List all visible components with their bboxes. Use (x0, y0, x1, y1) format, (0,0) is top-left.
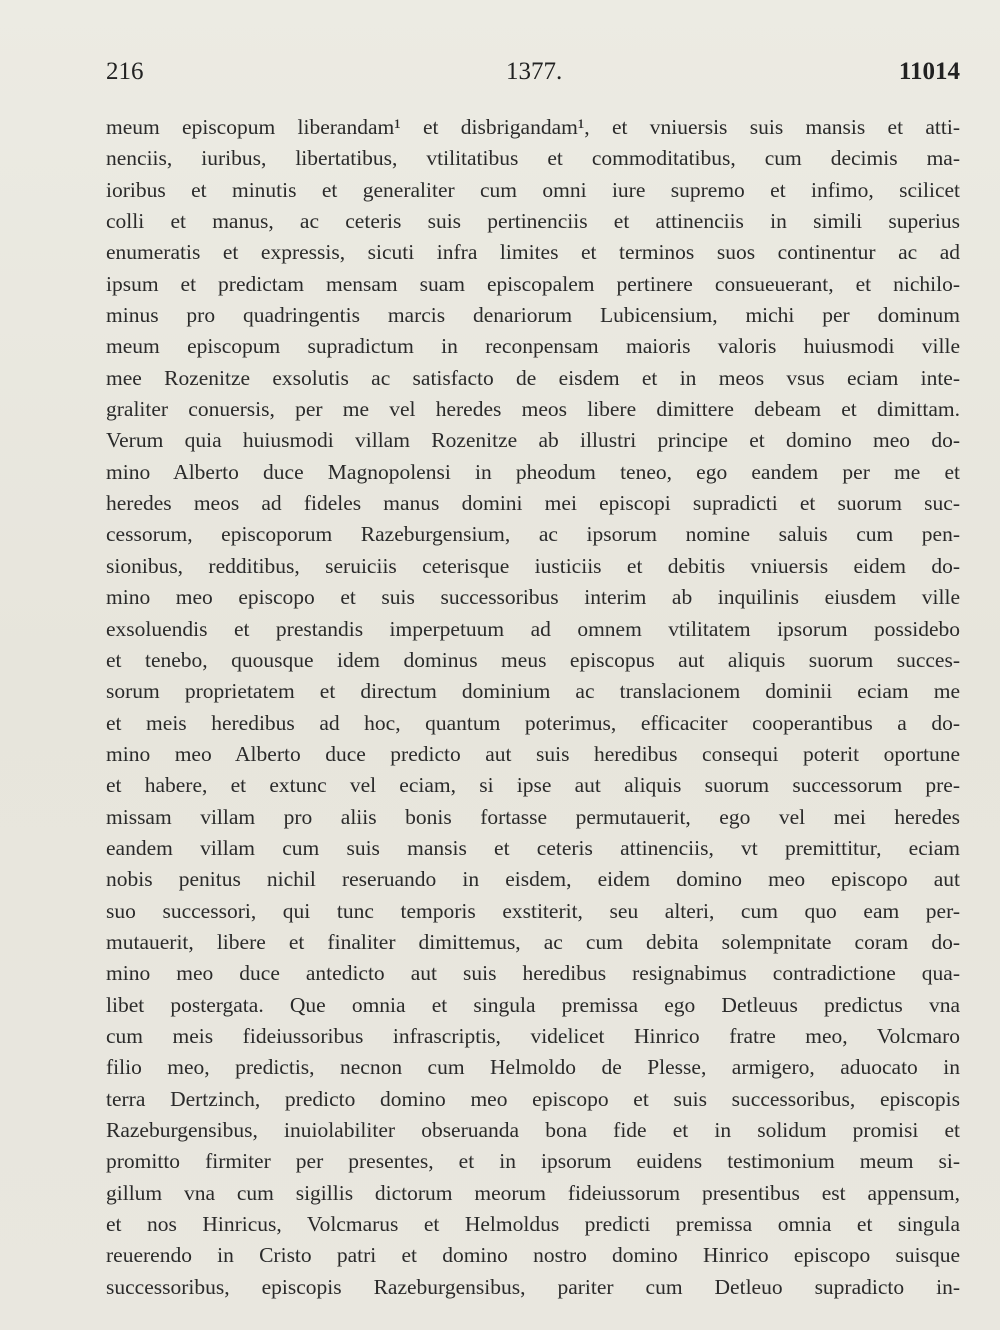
page-number: 216 (106, 58, 144, 85)
text-line: heredes meos ad fideles manus domini mei episcopi supradicti et suorum suc- (106, 491, 960, 516)
text-line: exsoluendis et prestandis imperpetuum ad omnem vtilitatem ipsorum possidebo (106, 616, 960, 641)
body-text (106, 112, 960, 1303)
document-number: 11014 (898, 58, 960, 85)
text-line: minus pro quadringentis marcis denariorum Lubicensium, michi per dominum (106, 303, 960, 328)
text-line: promitto firmiter per presentes, et in ipsorum euidens testimonium meum si- (106, 1149, 960, 1174)
text-line: graliter conuersis, per me vel heredes meos libere dimittere debeam et dimittam. (106, 397, 960, 422)
text-line: et nos Hinricus, Volcmarus et Helmoldus predicti premissa omnia et singula (106, 1212, 960, 1237)
text-line: meum episcopum supradictum in reconpensam maioris valoris huiusmodi ville (106, 334, 960, 359)
text-line: missam villam pro aliis bonis fortasse permutauerit, ego vel mei heredes (106, 804, 960, 829)
text-line: libet postergata. Que omnia et singula premissa ego Detleuus predictus vna (106, 992, 960, 1017)
text-line: mino meo Alberto duce predicto aut suis heredibus consequi poterit oportune (106, 741, 960, 766)
text-line: mutauerit, libere et finaliter dimittemus, ac cum debita solempnitate coram do- (106, 929, 960, 954)
text-line: nobis penitus nichil reseruando in eisdem, eidem domino meo episcopo aut (106, 867, 960, 892)
text-line: sorum proprietatem et directum dominium ac translacionem dominii eciam me (106, 679, 960, 704)
text-line: gillum vna cum sigillis dictorum meorum fideiussorum presentibus est appensum, (106, 1180, 960, 1205)
text-line: cessorum, episcoporum Razeburgensium, ac ipsorum nomine saluis cum pen- (106, 522, 960, 547)
text-line: enumeratis et expressis, sicuti infra limites et terminos suos continentur ac ad (106, 240, 960, 265)
text-line: cum meis fideiussoribus infrascriptis, videlicet Hinrico fratre meo, Volcmaro (106, 1023, 960, 1048)
text-line: et habere, et extunc vel eciam, si ipse aut aliquis suorum successorum pre- (106, 773, 960, 798)
text-line: eandem villam cum suis mansis et ceteris attinenciis, vt premittitur, eciam (106, 835, 960, 860)
text-line: nenciis, iuribus, libertatibus, vtilitatibus et commoditatibus, cum decimis ma- (106, 146, 960, 171)
text-line: Verum quia huiusmodi villam Rozenitze ab illustri principe et domino meo do- (106, 428, 960, 453)
text-line: mino Alberto duce Magnopolensi in pheodum teneo, ego eandem per me et (106, 459, 960, 484)
text-line: et meis heredibus ad hoc, quantum poterimus, efficaciter cooperantibus a do- (106, 710, 960, 735)
text-line: Razeburgensibus, inuiolabiliter obseruanda bona fide et in solidum promisi et (106, 1118, 960, 1142)
year-heading: 1377. (506, 58, 563, 85)
text-line: mino meo duce antedicto aut suis heredibus resignabimus contradictione qua- (106, 961, 960, 986)
text-line: et tenebo, quousque idem dominus meus episcopus aut aliquis suorum succes- (106, 647, 960, 672)
text-line: suo successori, qui tunc temporis exstiterit, seu alteri, cum quo eam per- (106, 898, 960, 923)
text-line: filio meo, predictis, necnon cum Helmoldo de Plesse, armigero, aduocato in (106, 1055, 960, 1080)
text-line: meum episcopum liberandam¹ et disbrigandam¹, et vniuersis suis mansis et atti- (106, 115, 960, 139)
text-line: successoribus, episcopis Razeburgensibus, pariter cum Detleuo supradicto in- (106, 1274, 960, 1299)
text-line: terra Dertzinch, predicto domino meo episcopo et suis successoribus, episcopis (106, 1086, 960, 1111)
text-line: mee Rozenitze exsolutis ac satisfacto de eisdem et in meos vsus eciam inte- (106, 365, 960, 390)
text-line: sionibus, redditibus, seruiciis ceterisque iusticiis et debitis vniuersis eidem do- (106, 553, 960, 578)
text-line: mino meo episcopo et suis successoribus interim ab inquilinis eiusdem ville (106, 585, 960, 610)
text-line: ipsum et predictam mensam suam episcopalem pertinere consueuerant, et nichilo- (106, 271, 960, 296)
text-line: reuerendo in Cristo patri et domino nostro domino Hinrico episcopo suisque (106, 1243, 960, 1268)
running-header (106, 58, 960, 92)
text-line: ioribus et minutis et generaliter cum omni iure supremo et infimo, scilicet (106, 177, 960, 202)
text-line: colli et manus, ac ceteris suis pertinenciis et attinenciis in simili superius (106, 209, 960, 234)
